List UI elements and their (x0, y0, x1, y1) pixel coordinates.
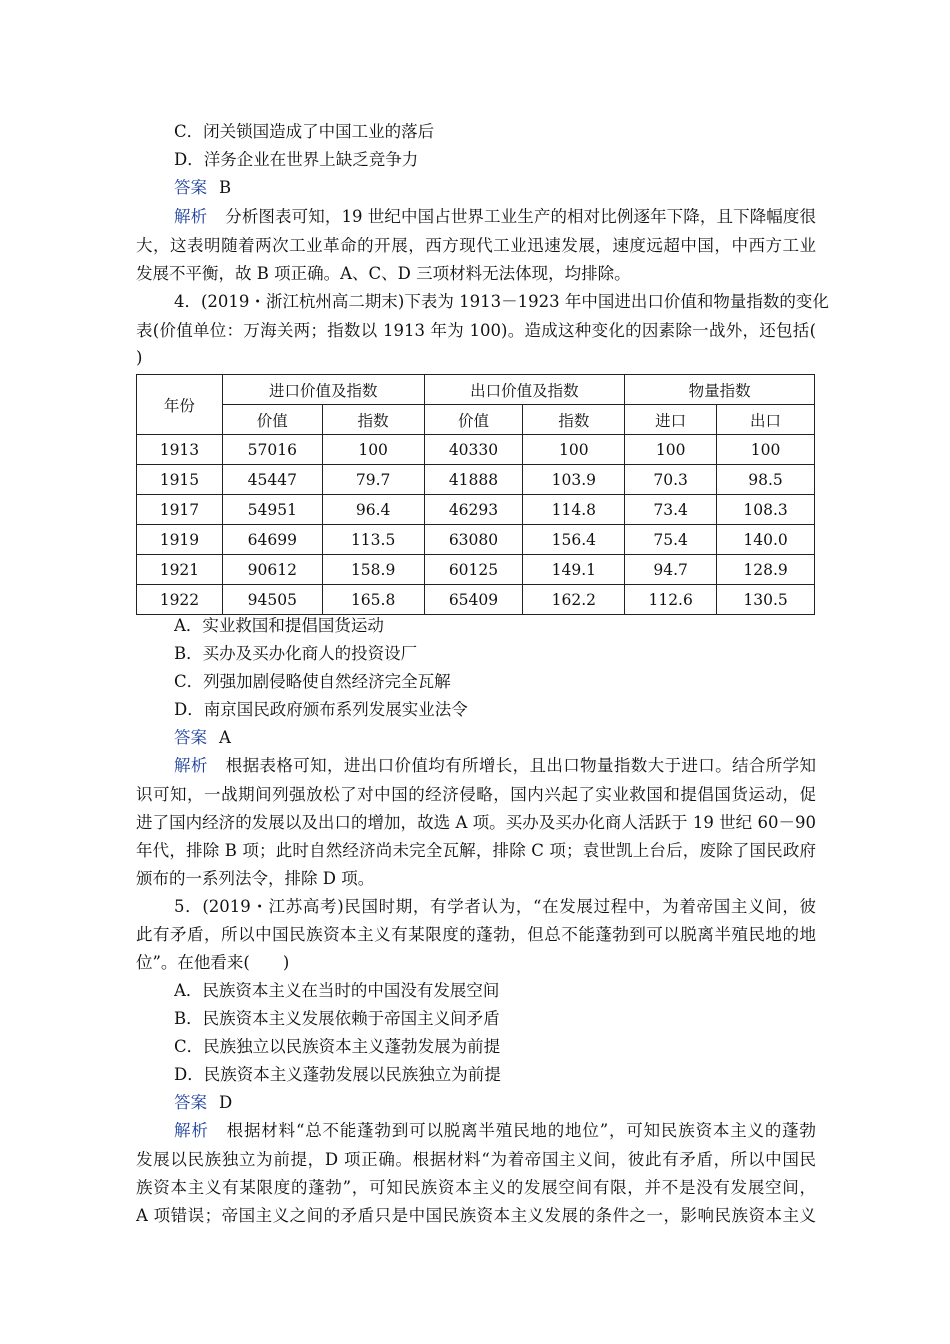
table-row (137, 525, 815, 555)
q4-analysis-line-2: 识可知，一战期间列强放松了对中国的经济侵略，国内兴起了实业救国和提倡国货运动，促 (136, 785, 816, 804)
q3-option-d: D．洋务企业在世界上缺乏竞争力 (174, 150, 419, 169)
cell-import-value: 64699 (222, 525, 322, 555)
table-row (137, 465, 815, 495)
q3-answer (174, 177, 854, 199)
cell-import-index: 100 (322, 435, 424, 465)
q5-option-a: A．民族资本主义在当时的中国没有发展空间 (174, 981, 500, 1000)
cell-export-value: 41888 (424, 465, 523, 495)
table-header-row (137, 375, 815, 405)
cell-export-value: 60125 (424, 555, 523, 585)
q4-stem-line-2: 表(价值单位：万海关两；指数以 1913 年为 100)。造成这种变化的因素除一战外，还包括( (136, 321, 816, 340)
volume-export-header: 出口 (717, 405, 815, 435)
cell-year: 1913 (137, 435, 223, 465)
q4-analysis-line-4: 年代，排除 B 项；此时自然经济尚未完全瓦解，排除 C 项；袁世凯上台后，废除了国民政府 (136, 841, 816, 860)
cell-volume-export: 108.3 (717, 495, 815, 525)
q5-option-d: D．民族资本主义蓬勃发展以民族独立为前提 (174, 1065, 501, 1084)
cell-import-index: 158.9 (322, 555, 424, 585)
year-header: 年份 (137, 375, 223, 435)
q5-stem-line-2: 此有矛盾，所以中国民族资本主义有某限度的蓬勃，但总不能蓬勃到可以脱离半殖民地的地 (136, 925, 816, 944)
q5-answer (174, 1092, 854, 1114)
q4-option-a: A．实业救国和提倡国货运动 (174, 616, 384, 635)
volume-import-header: 进口 (625, 405, 717, 435)
export-value-header: 价值 (424, 405, 523, 435)
q3-option-c: C．闭关锁国造成了中国工业的落后 (174, 122, 435, 141)
cell-export-value: 65409 (424, 585, 523, 615)
q4-analysis-line-5: 颁布的一系列法令，排除 D 项。 (136, 869, 375, 888)
q4-stem-line-3: ) (136, 348, 143, 367)
cell-volume-import: 75.4 (625, 525, 717, 555)
q5-stem-line-3: 位”。在他看来( ) (136, 953, 290, 972)
cell-import-value: 57016 (222, 435, 322, 465)
cell-year: 1917 (137, 495, 223, 525)
answer-value: A (219, 728, 231, 747)
q5-stem-line-1: 5．(2019・江苏高考)民国时期，有学者认为，“在发展过程中，为着帝国主义间，彼 (174, 897, 816, 916)
q4-answer (174, 727, 854, 749)
cell-import-index: 165.8 (322, 585, 424, 615)
cell-export-index: 100 (523, 435, 625, 465)
q4-analysis-line-3: 进了国内经济的发展以及出口的增加，故选 A 项。买办及买办化商人活跃于 19 世纪 60－90 (136, 813, 816, 832)
cell-export-value: 63080 (424, 525, 523, 555)
answer-label: 答案 (174, 178, 207, 197)
table-row (137, 495, 815, 525)
answer-label: 答案 (174, 1093, 207, 1112)
cell-volume-export: 130.5 (717, 585, 815, 615)
cell-volume-import: 100 (625, 435, 717, 465)
q5-option-b: B．民族资本主义发展依赖于帝国主义间矛盾 (174, 1009, 500, 1028)
cell-year: 1915 (137, 465, 223, 495)
cell-import-index: 79.7 (322, 465, 424, 495)
q4-option-b: B．买办及买办化商人的投资设厂 (174, 644, 418, 663)
cell-volume-export: 98.5 (717, 465, 815, 495)
cell-volume-export: 128.9 (717, 555, 815, 585)
cell-export-value: 40330 (424, 435, 523, 465)
trade-index-table (136, 374, 815, 615)
cell-export-index: 114.8 (523, 495, 625, 525)
table-row (137, 585, 815, 615)
cell-volume-import: 70.3 (625, 465, 717, 495)
q5-analysis-line-2: 发展以民族独立为前提，D 项正确。根据材料“为着帝国主义间，彼此有矛盾，所以中国民 (136, 1150, 816, 1169)
q5-analysis-line-3: 族资本主义有某限度的蓬勃”，可知民族资本主义的发展空间有限，并不是没有发展空间， (136, 1178, 816, 1197)
q4-stem-line-1: 4．(2019・浙江杭州高二期末)下表为 1913－1923 年中国进出口价值和物量指数的变化 (174, 292, 829, 311)
cell-import-value: 54951 (222, 495, 322, 525)
q3-analysis-line-3: 发展不平衡，故 B 项正确。A、C、D 三项材料无法体现，均排除。 (136, 264, 631, 283)
cell-volume-import: 112.6 (625, 585, 717, 615)
table-row (137, 435, 815, 465)
answer-value: B (219, 178, 232, 197)
cell-volume-import: 73.4 (625, 495, 717, 525)
answer-label: 答案 (174, 728, 207, 747)
cell-year: 1921 (137, 555, 223, 585)
answer-value: D (219, 1093, 233, 1112)
cell-import-index: 96.4 (322, 495, 424, 525)
table-row (137, 555, 815, 585)
q4-option-c: C．列强加剧侵略使自然经济完全瓦解 (174, 672, 451, 691)
volume-group-header: 物量指数 (625, 375, 815, 405)
cell-import-value: 94505 (222, 585, 322, 615)
cell-year: 1919 (137, 525, 223, 555)
analysis-label: 解析 (174, 1121, 209, 1140)
cell-import-value: 45447 (222, 465, 322, 495)
import-group-header: 进口价值及指数 (222, 375, 424, 405)
analysis-label: 解析 (174, 207, 208, 226)
cell-volume-export: 100 (717, 435, 815, 465)
q5-option-c: C．民族独立以民族资本主义蓬勃发展为前提 (174, 1037, 501, 1056)
cell-import-index: 113.5 (322, 525, 424, 555)
cell-export-index: 156.4 (523, 525, 625, 555)
q3-analysis-line-2: 大，这表明随着两次工业革命的开展，西方现代工业迅速发展，速度远超中国，中西方工业 (136, 236, 816, 255)
export-index-header: 指数 (523, 405, 625, 435)
analysis-label: 解析 (174, 756, 208, 775)
cell-import-value: 90612 (222, 555, 322, 585)
cell-volume-export: 140.0 (717, 525, 815, 555)
cell-export-index: 162.2 (523, 585, 625, 615)
cell-export-index: 149.1 (523, 555, 625, 585)
q5-analysis-line-1: 解析 根据材料“总不能蓬勃到可以脱离半殖民地的地位”，可知民族资本主义的蓬勃 (174, 1121, 817, 1140)
cell-export-value: 46293 (424, 495, 523, 525)
table-subheader-row (137, 405, 815, 435)
import-index-header: 指数 (322, 405, 424, 435)
q4-option-d: D．南京国民政府颁布系列发展实业法令 (174, 700, 468, 719)
cell-export-index: 103.9 (523, 465, 625, 495)
cell-year: 1922 (137, 585, 223, 615)
import-value-header: 价值 (222, 405, 322, 435)
q5-analysis-line-4: A 项错误；帝国主义之间的矛盾只是中国民族资本主义发展的条件之一，影响民族资本主义 (136, 1206, 816, 1225)
q3-analysis-line-1: 解析 分析图表可知，19 世纪中国占世界工业生产的相对比例逐年下降，且下降幅度很 (174, 207, 817, 226)
q4-analysis-line-1: 解析 根据表格可知，进出口价值均有所增长，且出口物量指数大于进口。结合所学知 (174, 756, 816, 775)
export-group-header: 出口价值及指数 (424, 375, 625, 405)
cell-volume-import: 94.7 (625, 555, 717, 585)
